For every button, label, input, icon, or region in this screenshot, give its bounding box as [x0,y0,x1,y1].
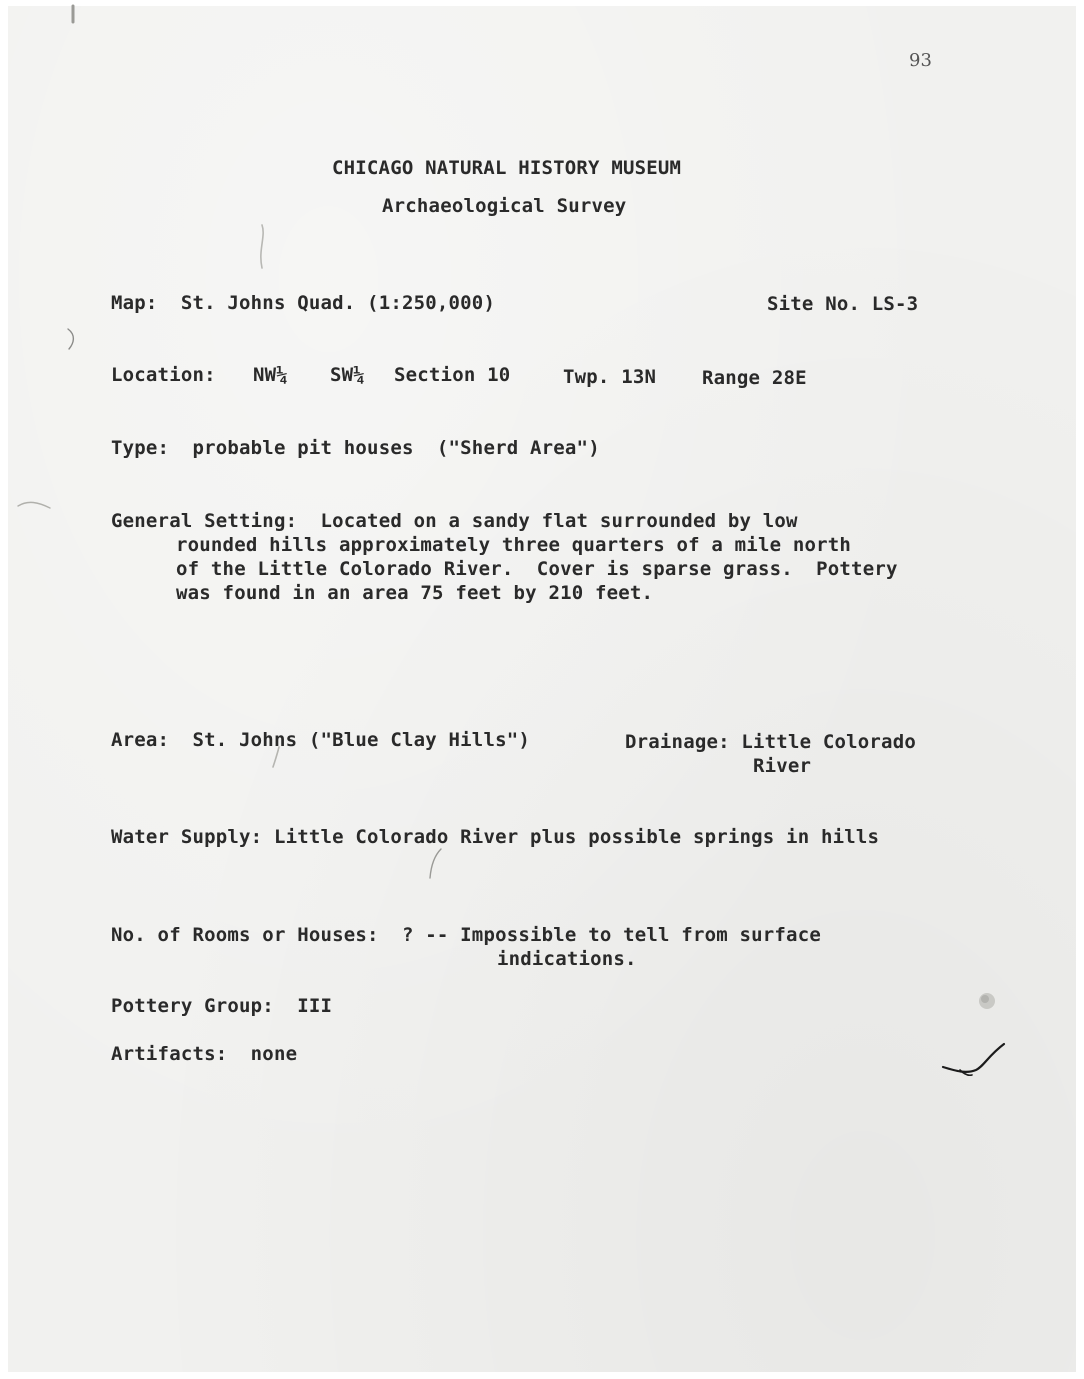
pen-check-mark [940,1040,1012,1082]
location-range: Range 28E [702,367,807,389]
pottery-group-field: Pottery Group: III [111,995,333,1017]
rooms-houses-line-2: indications. [497,948,637,970]
general-setting-line-3: of the Little Colorado River. Cover is sparse grass. Pottery [176,558,898,580]
location-section: Section 10 [394,364,511,386]
margin-mark [64,326,80,352]
location-label: Location: [111,364,216,386]
page-number: 93 [909,50,932,71]
general-setting-line-4: was found in an area 75 feet by 210 feet. [176,582,654,604]
location-township: Twp. 13N [563,366,657,388]
staple-mark [66,4,80,26]
drainage-field: Drainage: Little Colorado [625,731,916,753]
rooms-houses-line-1: No. of Rooms or Houses: ? -- Impossible to tell from surface [111,924,821,946]
institution-title: CHICAGO NATURAL HISTORY MUSEUM [332,157,682,179]
type-field: Type: probable pit houses ("Sherd Area") [111,437,600,459]
margin-scribble [14,494,54,518]
drainage-continuation: River [753,755,812,777]
faint-pencil-stroke-3 [426,846,444,882]
general-setting-line-1: General Setting: Located on a sandy flat surrounded by low [111,510,798,532]
artifacts-field: Artifacts: none [111,1043,298,1065]
water-supply-field: Water Supply: Little Colorado River plus possible springs in hills [111,826,880,848]
survey-subtitle: Archaeological Survey [382,195,627,217]
area-field: Area: St. Johns ("Blue Clay Hills") [111,729,531,751]
site-number-field: Site No. LS-3 [767,293,919,315]
general-setting-line-2: rounded hills approximately three quarters of a mile north [176,534,852,556]
map-field: Map: St. Johns Quad. (1:250,000) [111,292,496,314]
location-nw: NW¼ [253,364,288,386]
location-sw: SW¼ [330,364,365,386]
ink-smudge [972,986,1002,1016]
faint-pencil-stroke-2 [268,744,284,770]
faint-pencil-stroke [250,222,272,272]
